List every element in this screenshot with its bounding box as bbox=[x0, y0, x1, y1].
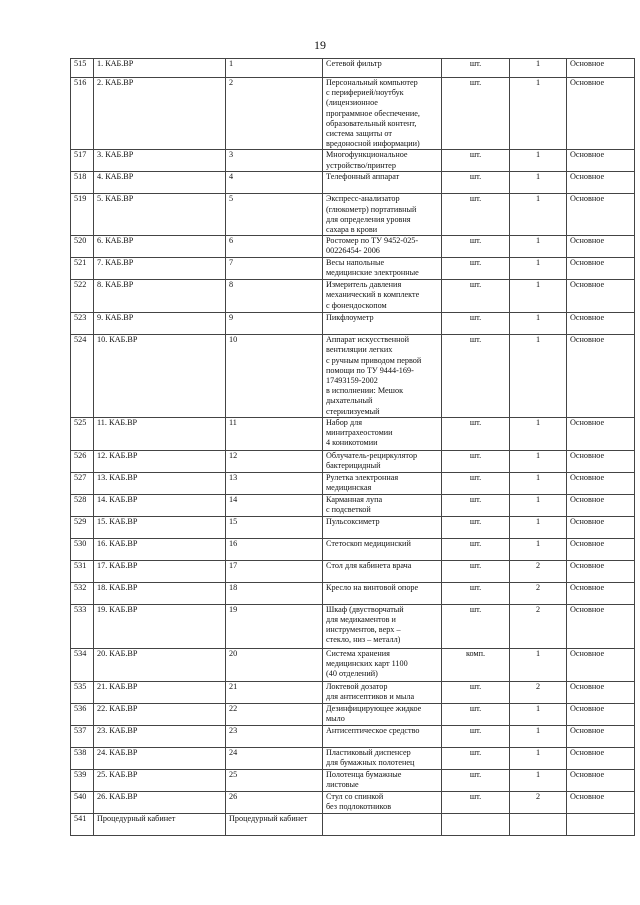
cell-row-number: 532 bbox=[71, 582, 94, 604]
cell-item-code: 3. КАБ.ВР bbox=[94, 150, 226, 172]
cell-position: 13 bbox=[226, 472, 323, 494]
cell-row-number: 538 bbox=[71, 747, 94, 769]
cell-equipment-type: Основное bbox=[567, 538, 635, 560]
cell-equipment-type: Основное bbox=[567, 769, 635, 791]
cell-item-code: 15. КАБ.ВР bbox=[94, 516, 226, 538]
cell-quantity: 1 bbox=[510, 516, 567, 538]
table-row bbox=[71, 172, 635, 194]
cell-quantity: 1 bbox=[510, 280, 567, 313]
cell-position: 24 bbox=[226, 747, 323, 769]
cell-quantity: 1 bbox=[510, 769, 567, 791]
cell-item-code: 22. КАБ.ВР bbox=[94, 703, 226, 725]
cell-position: 9 bbox=[226, 313, 323, 335]
cell-equipment-type: Основное bbox=[567, 703, 635, 725]
table-row bbox=[71, 313, 635, 335]
cell-quantity bbox=[510, 813, 567, 835]
cell-equipment-type: Основное bbox=[567, 450, 635, 472]
cell-unit: шт. bbox=[442, 791, 510, 813]
cell-item-name: Рулетка электронная медицинская bbox=[323, 472, 442, 494]
cell-position: 12 bbox=[226, 450, 323, 472]
cell-item-name: Пикфлоуметр bbox=[323, 313, 442, 335]
cell-item-code: 5. КАБ.ВР bbox=[94, 194, 226, 236]
cell-item-name: Телефонный аппарат bbox=[323, 172, 442, 194]
cell-item-code: 13. КАБ.ВР bbox=[94, 472, 226, 494]
cell-position: 18 bbox=[226, 582, 323, 604]
cell-item-code: Процедурный кабинет bbox=[94, 813, 226, 835]
cell-item-code: 2. КАБ.ВР bbox=[94, 78, 226, 150]
table-row bbox=[71, 703, 635, 725]
cell-quantity: 1 bbox=[510, 725, 567, 747]
cell-item-name: Шкаф (двустворчатый для медикаментов и инструментов, верх – стекло, низ – металл) bbox=[323, 604, 442, 648]
cell-quantity: 2 bbox=[510, 560, 567, 582]
cell-row-number: 529 bbox=[71, 516, 94, 538]
cell-row-number: 515 bbox=[71, 59, 94, 78]
cell-position: 4 bbox=[226, 172, 323, 194]
cell-unit: шт. bbox=[442, 681, 510, 703]
cell-quantity: 1 bbox=[510, 538, 567, 560]
cell-item-code: 10. КАБ.ВР bbox=[94, 335, 226, 418]
table-row bbox=[71, 450, 635, 472]
cell-position: 25 bbox=[226, 769, 323, 791]
cell-unit: шт. bbox=[442, 150, 510, 172]
cell-quantity: 1 bbox=[510, 648, 567, 681]
cell-unit: шт. bbox=[442, 769, 510, 791]
cell-item-code: 24. КАБ.ВР bbox=[94, 747, 226, 769]
cell-equipment-type: Основное bbox=[567, 791, 635, 813]
cell-equipment-type: Основное bbox=[567, 172, 635, 194]
cell-equipment-type: Основное bbox=[567, 335, 635, 418]
cell-quantity: 1 bbox=[510, 472, 567, 494]
cell-item-name: Система хранения медицинских карт 1100 (40 отделений) bbox=[323, 648, 442, 681]
cell-position: 2 bbox=[226, 78, 323, 150]
cell-row-number: 526 bbox=[71, 450, 94, 472]
cell-position: 11 bbox=[226, 417, 323, 450]
cell-item-name bbox=[323, 813, 442, 835]
cell-position: 16 bbox=[226, 538, 323, 560]
cell-position: 15 bbox=[226, 516, 323, 538]
cell-unit bbox=[442, 813, 510, 835]
cell-item-code: 25. КАБ.ВР bbox=[94, 769, 226, 791]
cell-item-name: Ростомер по ТУ 9452-025- 00226454- 2006 bbox=[323, 236, 442, 258]
table-row bbox=[71, 194, 635, 236]
cell-row-number: 535 bbox=[71, 681, 94, 703]
cell-unit: шт. bbox=[442, 494, 510, 516]
cell-equipment-type: Основное bbox=[567, 258, 635, 280]
cell-unit: шт. bbox=[442, 313, 510, 335]
cell-unit: шт. bbox=[442, 258, 510, 280]
cell-row-number: 528 bbox=[71, 494, 94, 516]
cell-position: 21 bbox=[226, 681, 323, 703]
cell-item-code: 20. КАБ.ВР bbox=[94, 648, 226, 681]
cell-quantity: 1 bbox=[510, 313, 567, 335]
cell-row-number: 524 bbox=[71, 335, 94, 418]
cell-quantity: 2 bbox=[510, 791, 567, 813]
cell-position: 23 bbox=[226, 725, 323, 747]
cell-position: 10 bbox=[226, 335, 323, 418]
cell-item-code: 6. КАБ.ВР bbox=[94, 236, 226, 258]
cell-row-number: 517 bbox=[71, 150, 94, 172]
table-row bbox=[71, 258, 635, 280]
cell-item-name: Аппарат искусственной вентиляции легких с ручным приводом первой помощи по ТУ 9444-169- 17493159-2002 в исполнении: Мешок дыхательный стерилизуемый bbox=[323, 335, 442, 418]
cell-quantity: 1 bbox=[510, 703, 567, 725]
cell-item-code: 14. КАБ.ВР bbox=[94, 494, 226, 516]
cell-row-number: 520 bbox=[71, 236, 94, 258]
cell-item-code: 16. КАБ.ВР bbox=[94, 538, 226, 560]
table-row bbox=[71, 59, 635, 78]
cell-item-name: Персональный компьютер с периферией/ноутбук (лицензионное программное обеспечение, образовательный контент, система защиты от вредоносной информации) bbox=[323, 78, 442, 150]
cell-equipment-type: Основное bbox=[567, 494, 635, 516]
cell-position: 3 bbox=[226, 150, 323, 172]
cell-quantity: 1 bbox=[510, 194, 567, 236]
cell-unit: шт. bbox=[442, 172, 510, 194]
cell-item-name: Весы напольные медицинские электронные bbox=[323, 258, 442, 280]
cell-position: 6 bbox=[226, 236, 323, 258]
cell-unit: шт. bbox=[442, 516, 510, 538]
table-row bbox=[71, 472, 635, 494]
cell-item-code: 1. КАБ.ВР bbox=[94, 59, 226, 78]
cell-equipment-type: Основное bbox=[567, 313, 635, 335]
cell-position: 8 bbox=[226, 280, 323, 313]
cell-row-number: 530 bbox=[71, 538, 94, 560]
cell-position: 20 bbox=[226, 648, 323, 681]
cell-row-number: 516 bbox=[71, 78, 94, 150]
cell-equipment-type: Основное bbox=[567, 280, 635, 313]
table-row bbox=[71, 560, 635, 582]
cell-quantity: 1 bbox=[510, 150, 567, 172]
cell-equipment-type: Основное bbox=[567, 516, 635, 538]
cell-quantity: 1 bbox=[510, 59, 567, 78]
table-row bbox=[71, 791, 635, 813]
cell-unit: шт. bbox=[442, 450, 510, 472]
table-row bbox=[71, 725, 635, 747]
cell-equipment-type: Основное bbox=[567, 194, 635, 236]
cell-item-code: 12. КАБ.ВР bbox=[94, 450, 226, 472]
cell-row-number: 540 bbox=[71, 791, 94, 813]
table-row bbox=[71, 538, 635, 560]
cell-item-name: Антисептическое средство bbox=[323, 725, 442, 747]
cell-item-name: Дезинфицирующее жидкое мыло bbox=[323, 703, 442, 725]
cell-row-number: 541 bbox=[71, 813, 94, 835]
cell-equipment-type: Основное bbox=[567, 747, 635, 769]
page-number: 19 bbox=[314, 38, 326, 52]
cell-unit: шт. bbox=[442, 194, 510, 236]
cell-item-name: Экспресс-анализатор (глюкометр) портативный для определения уровня сахара в крови bbox=[323, 194, 442, 236]
cell-position: 19 bbox=[226, 604, 323, 648]
cell-quantity: 1 bbox=[510, 494, 567, 516]
cell-equipment-type: Основное bbox=[567, 150, 635, 172]
cell-quantity: 1 bbox=[510, 78, 567, 150]
cell-quantity: 1 bbox=[510, 258, 567, 280]
cell-equipment-type: Основное bbox=[567, 560, 635, 582]
cell-item-code: 11. КАБ.ВР bbox=[94, 417, 226, 450]
cell-item-code: 18. КАБ.ВР bbox=[94, 582, 226, 604]
table-row bbox=[71, 769, 635, 791]
cell-row-number: 534 bbox=[71, 648, 94, 681]
cell-item-name: Стол для кабинета врача bbox=[323, 560, 442, 582]
cell-quantity: 1 bbox=[510, 172, 567, 194]
cell-item-code: 4. КАБ.ВР bbox=[94, 172, 226, 194]
cell-position: 7 bbox=[226, 258, 323, 280]
cell-unit: шт. bbox=[442, 538, 510, 560]
cell-item-code: 21. КАБ.ВР bbox=[94, 681, 226, 703]
cell-equipment-type: Основное bbox=[567, 59, 635, 78]
equipment-table bbox=[70, 58, 635, 836]
cell-item-name: Карманная лупа с подсветкой bbox=[323, 494, 442, 516]
cell-item-code: 7. КАБ.ВР bbox=[94, 258, 226, 280]
cell-row-number: 523 bbox=[71, 313, 94, 335]
cell-position: 14 bbox=[226, 494, 323, 516]
table-row bbox=[71, 335, 635, 418]
cell-position: 22 bbox=[226, 703, 323, 725]
cell-equipment-type: Основное bbox=[567, 417, 635, 450]
table-row bbox=[71, 648, 635, 681]
cell-unit: шт. bbox=[442, 78, 510, 150]
cell-row-number: 539 bbox=[71, 769, 94, 791]
cell-unit: шт. bbox=[442, 582, 510, 604]
cell-row-number: 522 bbox=[71, 280, 94, 313]
cell-item-name: Многофункциональное устройство/принтер bbox=[323, 150, 442, 172]
cell-equipment-type: Основное bbox=[567, 648, 635, 681]
cell-unit: шт. bbox=[442, 472, 510, 494]
cell-quantity: 2 bbox=[510, 582, 567, 604]
cell-quantity: 1 bbox=[510, 747, 567, 769]
cell-quantity: 1 bbox=[510, 236, 567, 258]
table-row bbox=[71, 516, 635, 538]
cell-row-number: 519 bbox=[71, 194, 94, 236]
cell-position: Процедурный кабинет bbox=[226, 813, 323, 835]
cell-unit: шт. bbox=[442, 604, 510, 648]
cell-item-name: Набор для минитрахеостомии 4 коникотомии bbox=[323, 417, 442, 450]
cell-item-name: Сетевой фильтр bbox=[323, 59, 442, 78]
cell-unit: шт. bbox=[442, 417, 510, 450]
cell-unit: шт. bbox=[442, 747, 510, 769]
cell-row-number: 531 bbox=[71, 560, 94, 582]
table-row bbox=[71, 280, 635, 313]
cell-equipment-type: Основное bbox=[567, 604, 635, 648]
cell-item-name: Стетоскоп медицинский bbox=[323, 538, 442, 560]
cell-equipment-type: Основное bbox=[567, 472, 635, 494]
cell-item-name: Стул со спинкой без подлокотников bbox=[323, 791, 442, 813]
table-row bbox=[71, 582, 635, 604]
cell-equipment-type: Основное bbox=[567, 236, 635, 258]
cell-item-code: 9. КАБ.ВР bbox=[94, 313, 226, 335]
cell-item-code: 17. КАБ.ВР bbox=[94, 560, 226, 582]
cell-row-number: 525 bbox=[71, 417, 94, 450]
cell-row-number: 527 bbox=[71, 472, 94, 494]
table-row bbox=[71, 604, 635, 648]
cell-equipment-type: Основное bbox=[567, 78, 635, 150]
table-row bbox=[71, 417, 635, 450]
cell-unit: шт. bbox=[442, 236, 510, 258]
table-row bbox=[71, 747, 635, 769]
table-row bbox=[71, 78, 635, 150]
cell-item-name: Пульсоксиметр bbox=[323, 516, 442, 538]
cell-equipment-type bbox=[567, 813, 635, 835]
cell-quantity: 2 bbox=[510, 604, 567, 648]
cell-quantity: 1 bbox=[510, 450, 567, 472]
cell-quantity: 2 bbox=[510, 681, 567, 703]
cell-position: 1 bbox=[226, 59, 323, 78]
table-row bbox=[71, 681, 635, 703]
cell-position: 5 bbox=[226, 194, 323, 236]
table-body bbox=[71, 59, 635, 836]
cell-unit: шт. bbox=[442, 560, 510, 582]
cell-equipment-type: Основное bbox=[567, 725, 635, 747]
table-row bbox=[71, 236, 635, 258]
cell-item-name: Полотенца бумажные листовые bbox=[323, 769, 442, 791]
cell-row-number: 536 bbox=[71, 703, 94, 725]
cell-quantity: 1 bbox=[510, 335, 567, 418]
cell-equipment-type: Основное bbox=[567, 681, 635, 703]
table-row bbox=[71, 494, 635, 516]
cell-row-number: 537 bbox=[71, 725, 94, 747]
cell-position: 17 bbox=[226, 560, 323, 582]
cell-item-name: Локтевой дозатор для антисептиков и мыла bbox=[323, 681, 442, 703]
cell-item-code: 26. КАБ.ВР bbox=[94, 791, 226, 813]
cell-unit: шт. bbox=[442, 59, 510, 78]
cell-equipment-type: Основное bbox=[567, 582, 635, 604]
cell-item-name: Облучатель-рециркулятор бактерицидный bbox=[323, 450, 442, 472]
cell-unit: шт. bbox=[442, 335, 510, 418]
cell-position: 26 bbox=[226, 791, 323, 813]
cell-unit: шт. bbox=[442, 703, 510, 725]
cell-item-code: 8. КАБ.ВР bbox=[94, 280, 226, 313]
cell-item-name: Пластиковый диспенсер для бумажных полотенец bbox=[323, 747, 442, 769]
cell-item-code: 23. КАБ.ВР bbox=[94, 725, 226, 747]
cell-row-number: 518 bbox=[71, 172, 94, 194]
cell-row-number: 533 bbox=[71, 604, 94, 648]
cell-unit: шт. bbox=[442, 280, 510, 313]
cell-unit: комп. bbox=[442, 648, 510, 681]
table-row bbox=[71, 150, 635, 172]
cell-row-number: 521 bbox=[71, 258, 94, 280]
cell-unit: шт. bbox=[442, 725, 510, 747]
cell-item-name: Измеритель давления механический в комплекте с фонендоскопом bbox=[323, 280, 442, 313]
cell-item-name: Кресло на винтовой опоре bbox=[323, 582, 442, 604]
table-row bbox=[71, 813, 635, 835]
cell-quantity: 1 bbox=[510, 417, 567, 450]
cell-item-code: 19. КАБ.ВР bbox=[94, 604, 226, 648]
